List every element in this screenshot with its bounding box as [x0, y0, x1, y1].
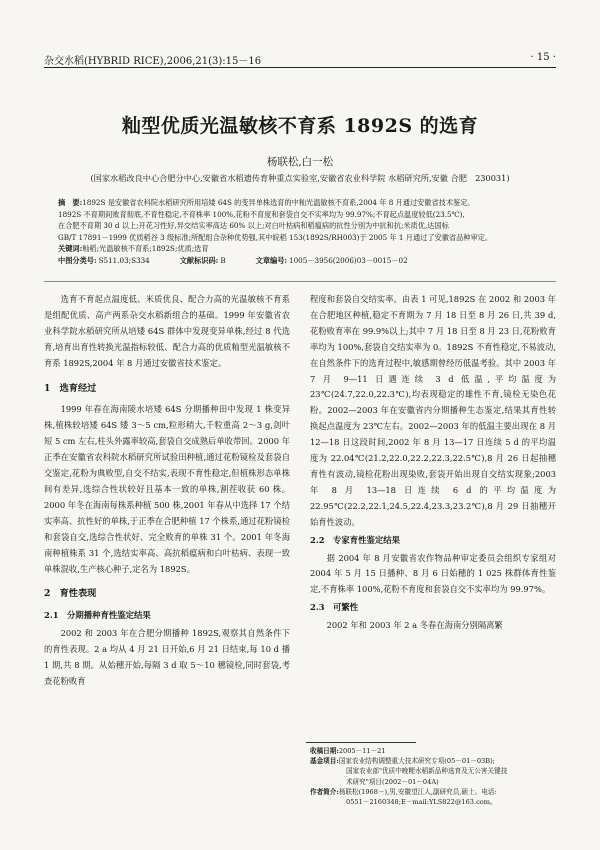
- abstract-line-2: 1892S 不育期间败育彻底,不育性稳定,不育株率 100%,花粉不育度和套袋自交不实率均为 99.97%;不育起点温度较低(23.5℃),: [58, 209, 465, 219]
- subsection-heading: 2.2 专家育性鉴定结果: [310, 534, 400, 545]
- header-rule: [44, 67, 556, 68]
- body-paragraph: 2002 年和 2003 年 2 a 冬春在海南分别隔离繁: [326, 620, 503, 631]
- author-list: 杨联松,白一松: [266, 156, 334, 168]
- body-paragraph: 程度和套袋自交结实率。由表 1 可见,1892S 在 2002 和 2003 年在合肥地区种植,稳定不育期为 7 月 18 日至 8 月 26 日,共 39 d,花粉败育率在 99.9%以上;其中 7 月 18 日至 8 月 23 日,花粉败育率均为 100%,套袋自交结实率为 0。1892S 不育性稳定,不易波动,在自然条件下的选育过程中,敏感期曾经历低温考验。其中 2003 年 7 月 9—11 日遇连续 3 d 低温,平均温度为 23℃(24.7,22.0,22.3℃),均表现稳定的雄性不育,镜检无染色花粉。2002—2003 年在安徽省内分期播种生态鉴定,结果其育性转换起点温度为 23℃左右。2002—2003 年的低温主要出现在 8 月 12—18 日这段时间,2002 年 8 月 13—17 日连续 5 d 的平均温度为 22.04℃(21.2,22.0,22.2,22.3,22.5℃),8 月 26 日起抽穗育性有波动,镜检花粉出现染败,套袋开始出现自交结实现象;2003 年 8 月 13—18 日连续 6 d 的平均温度为 22.95℃(22.2,22.1,24.5,22.4,23.3,23.2℃),8 月 29 日抽穗开始育性波动。: [310, 294, 556, 527]
- doc-code-value: B: [220, 255, 226, 265]
- clc-label: 中图分类号:: [58, 255, 97, 265]
- body-paragraph: 据 2004 年 8 月安徽省农作物品种审定委员会组织专家组对 2004 年 5 月 15 日播种、8 月 6 日始穗的 1 025 株群体育性鉴定,不育株率 100%,花粉不育度和套袋自交不实率均为 99.97%。: [310, 552, 556, 595]
- running-head: [44, 52, 556, 67]
- right-column: [310, 292, 556, 634]
- keywords-label: 关键词:: [58, 244, 83, 253]
- left-column: [44, 292, 290, 690]
- received-date: 收稿日期:2005－11－21: [310, 747, 386, 755]
- abstract-line-1: 摘 要:1892S 是安徽省农科院水稻研究所用培矮 64S 的变异单株选育的中籼光温敏核不育系,2004 年 8 月通过安徽省技术鉴定。: [58, 198, 475, 207]
- classification-ids: [58, 255, 540, 267]
- abstract-line-3: 在合肥不育期 30 d 以上;开花习性好,异交结实率高达 60% 以上;对白叶枯病和稻瘟病的抗性分别为中抗和抗;米质优,达国标: [58, 221, 449, 230]
- keywords: 关键词:籼稻;光温敏核不育系;1892S;优质;选育: [58, 244, 209, 253]
- affiliation: (国家水稻改良中心合肥分中心,安徽省水稻遗传育种重点实验室,安徽省农业科学院 水稻研究所,安徽 合肥 230031): [90, 173, 510, 183]
- abstract-label: 摘 要:: [58, 198, 83, 207]
- abstract-rule: [44, 281, 556, 282]
- body-paragraph: 2002 和 2003 年在合肥分期播种 1892S,观察其自然条件下的育性表现。2 a 均从 4 月 21 日开始,6 月 21 日结束,每 10 d 播 1 期,共 8 期。从始穗开始,每隔 3 d 取 5～10 穗镜检,同时套袋,考查花粉败育: [44, 628, 290, 686]
- author-bio: 作者简介:杨联松(1968－),男,安徽望江人,副研究员,硕士。电话:: [310, 787, 497, 796]
- abstract-line-4: GB/T 17891－1999 优质稻谷 3 级标准;所配组合杂种优势强,其中皖稻 153(1892S/RH003)于 2005 年 1 月通过了安徽省品种审定。: [58, 232, 493, 242]
- fund-line: 术研究"项目(2002－01－04A): [346, 777, 439, 786]
- clc-value: S511.03;S334: [98, 255, 150, 265]
- section-heading: 2 育性表现: [44, 588, 97, 600]
- abstract-block: [58, 197, 540, 266]
- article-id-value: 1005－3956(2006)03－0015－02: [289, 255, 408, 265]
- journal-citation: 杂交水稻(HYBRID RICE),2006,21(3):15－16: [44, 56, 262, 67]
- author-contact: 0551－2160348;E－mail:YLS822@163.com。: [346, 798, 497, 807]
- footnotes: [310, 746, 556, 807]
- article-id-label: 文章编号:: [255, 255, 288, 265]
- section-heading: 1 选育经过: [44, 382, 97, 394]
- body-paragraph: 1999 年春在海南陵水培矮 64S 分期播种田中发现 1 株变异株,植株较培矮 64S 矮 3～5 cm,粒形稍大,千粒重高 2～3 g,剑叶短 5 cm 左右,柱头外露率较高,套袋自交成熟后单收带回。2000 年正季在安徽省农科院水稻研究所试验田种植,通过花粉镜检及套袋自交鉴定,花粉为典败型,自交不结实,表现不育性稳定,但植株形态单株间有差异,选综合性状较好且基本一致的单株,割茬收获 60 株。2000 年冬在海南每株系种植 500 株,2001 年春从中选择 17 个结实率高、抗性好的单株,于正季在合肥种植 17 个株系,通过花粉镜检和套袋自交,选综合性状好、完全败育的单株 31 个。2001 年冬海南种植株系 31 个,选结实率高、高抗稻瘟病和白叶枯病、表现一致单株混收,生产核心种子,定名为 1892S。: [44, 404, 290, 574]
- fund-line: 基金项目:国家农业结构调整重大技术研究专项(05－01－03B);: [310, 757, 495, 766]
- page-number: · 15 ·: [530, 52, 556, 63]
- subsection-heading: 2.3 可繁性: [310, 602, 359, 613]
- footnote-rule: [306, 742, 416, 743]
- subsection-heading: 2.1 分期播种育性鉴定结果: [44, 610, 151, 621]
- intro-paragraph: 选育不育起点温度低、米质优良、配合力高的光温敏核不育系是组配优质、高产两系杂交水稻新组合的基础。1999 年安徽省农业科学院水稻研究所从培矮 64S 群体中发现变异单株,经过 8 代选育,培育出育性转换光温指标较低、配合力高的优质籼型光温敏核不育系 1892S,2004 年 8 月通过安徽省技术鉴定。: [44, 294, 290, 368]
- paper-title: 籼型优质光温敏核不育系 1892S 的选育: [121, 115, 479, 137]
- doc-code-label: 文献标识码:: [179, 255, 219, 265]
- fund-line: 国家农业部"优质中晚粳水稻新品种选育及无公害关键技: [346, 767, 508, 776]
